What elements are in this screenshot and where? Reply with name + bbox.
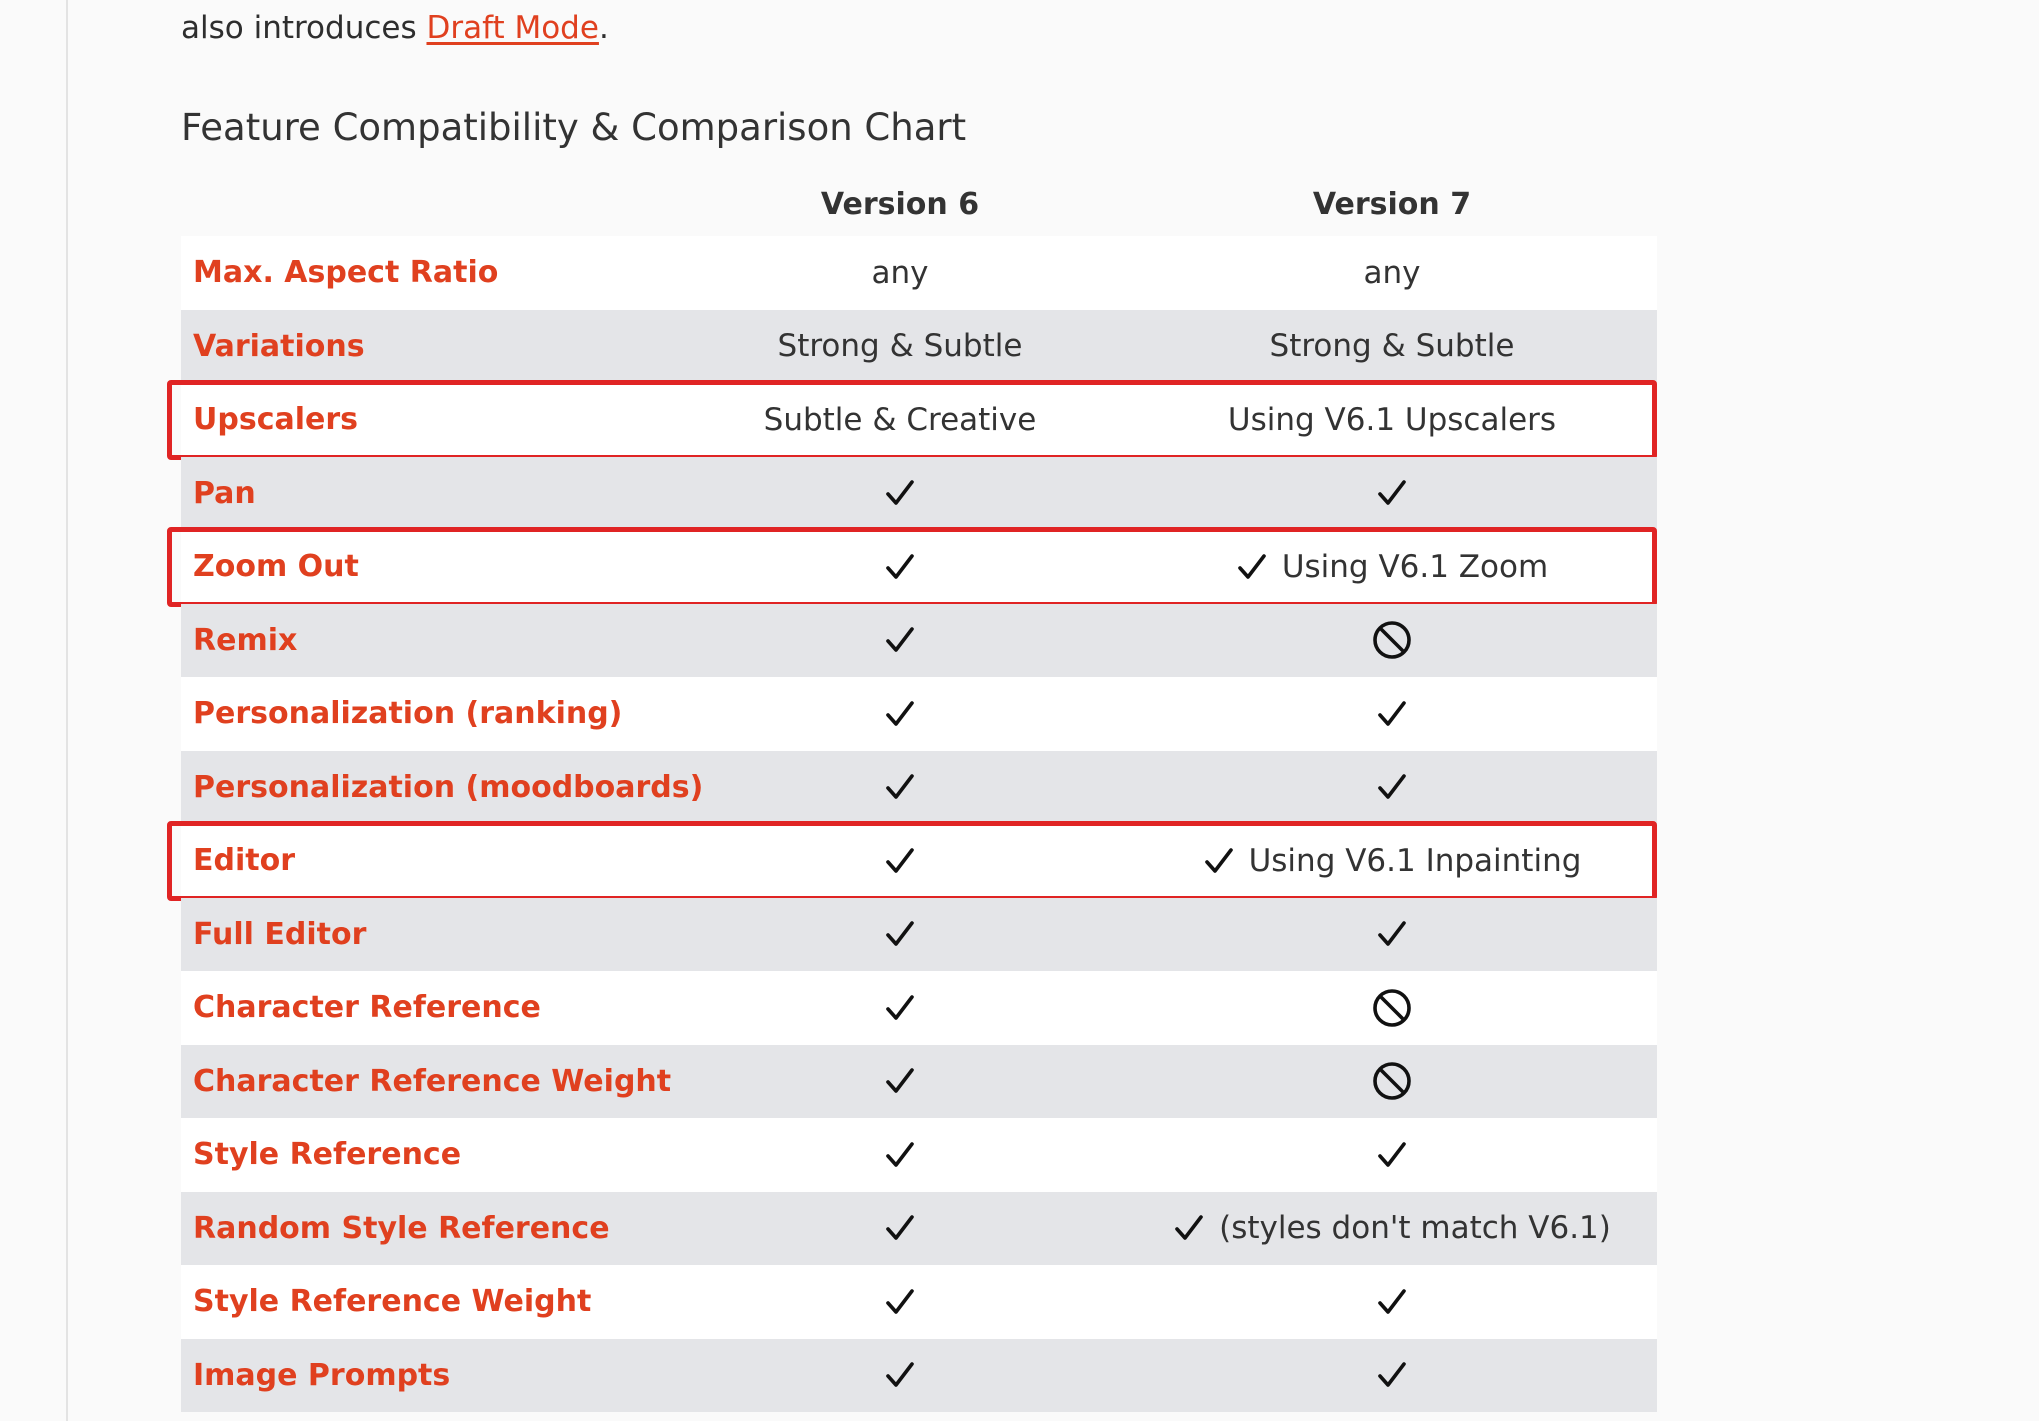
cell-v6 — [700, 1339, 1100, 1413]
checkmark-icon — [884, 845, 916, 877]
table-row — [181, 751, 1657, 825]
cell-v7 — [1192, 1339, 1592, 1413]
table-row — [181, 457, 1657, 531]
section-heading: Feature Compatibility & Comparison Chart — [181, 106, 967, 149]
checkmark-icon — [884, 771, 916, 803]
table-row — [181, 971, 1657, 1045]
feature-name: Variations — [193, 328, 365, 364]
checkmark-icon — [1376, 1359, 1408, 1391]
cell-text: any — [1363, 254, 1421, 291]
table-row — [181, 383, 1657, 457]
cell-text: Using V6.1 Zoom — [1281, 548, 1549, 585]
cell-v6 — [700, 1265, 1100, 1339]
checkmark-icon — [884, 1139, 916, 1171]
cell-v7 — [1192, 1118, 1592, 1192]
cell-v7 — [1192, 677, 1592, 751]
feature-name: Zoom Out — [193, 549, 359, 585]
table-body — [181, 236, 1657, 1412]
cell-v7 — [1192, 1045, 1592, 1119]
table-row — [181, 236, 1657, 310]
feature-name: Character Reference — [193, 990, 541, 1026]
cell-v6 — [700, 236, 1100, 310]
checkmark-icon — [1376, 771, 1408, 803]
table-row — [181, 530, 1657, 604]
cell-text: Using V6.1 Upscalers — [1227, 401, 1557, 438]
cell-v7 — [1192, 898, 1592, 972]
table-row — [181, 898, 1657, 972]
cell-v6 — [700, 310, 1100, 384]
cell-text: Strong & Subtle — [777, 328, 1023, 365]
feature-name: Remix — [193, 622, 298, 658]
table-row — [181, 824, 1657, 898]
cell-v6 — [700, 457, 1100, 531]
cell-v7 — [1192, 236, 1592, 310]
left-divider — [66, 0, 68, 1421]
cell-text: (styles don't match V6.1) — [1219, 1210, 1611, 1247]
table-row — [181, 1192, 1657, 1266]
table-header — [181, 173, 1657, 236]
cell-v6 — [700, 677, 1100, 751]
checkmark-icon — [884, 477, 916, 509]
intro-prefix: also introduces — [181, 10, 427, 46]
checkmark-icon — [884, 698, 916, 730]
cell-v7 — [1192, 751, 1592, 825]
checkmark-icon — [1376, 698, 1408, 730]
feature-name: Pan — [193, 475, 256, 511]
intro-suffix: . — [598, 10, 609, 46]
feature-name: Max. Aspect Ratio — [193, 255, 499, 291]
cell-text: Strong & Subtle — [1269, 328, 1515, 365]
cell-v6 — [700, 751, 1100, 825]
feature-name: Style Reference Weight — [193, 1284, 592, 1320]
checkmark-icon — [1236, 551, 1268, 583]
cell-v6 — [700, 898, 1100, 972]
checkmark-icon — [884, 992, 916, 1024]
checkmark-icon — [884, 1359, 916, 1391]
checkmark-icon — [1173, 1212, 1205, 1244]
table-row — [181, 310, 1657, 384]
cell-v7 — [1192, 1192, 1611, 1266]
cell-v7 — [1192, 1265, 1592, 1339]
cell-v6 — [700, 1118, 1100, 1192]
feature-name: Style Reference — [193, 1137, 462, 1173]
checkmark-icon — [884, 624, 916, 656]
checkmark-icon — [884, 918, 916, 950]
checkmark-icon — [1203, 845, 1235, 877]
cell-v7 — [1192, 824, 1592, 898]
checkmark-icon — [1376, 477, 1408, 509]
cell-v6 — [700, 1192, 1100, 1266]
table-row — [181, 677, 1657, 751]
checkmark-icon — [1376, 1286, 1408, 1318]
feature-name: Personalization (ranking) — [193, 696, 623, 732]
draft-mode-link[interactable]: Draft Mode — [426, 10, 599, 46]
feature-name: Editor — [193, 843, 295, 879]
column-header-version-6: Version 6 — [820, 187, 980, 222]
checkmark-icon — [884, 1286, 916, 1318]
checkmark-icon — [884, 551, 916, 583]
cell-v7 — [1192, 457, 1592, 531]
cell-v6 — [700, 824, 1100, 898]
feature-name: Character Reference Weight — [193, 1063, 672, 1099]
feature-name: Random Style Reference — [193, 1210, 610, 1246]
not-supported-icon — [1371, 1060, 1413, 1102]
feature-name: Personalization (moodboards) — [193, 769, 704, 805]
cell-v6 — [700, 383, 1100, 457]
checkmark-icon — [1376, 918, 1408, 950]
cell-v6 — [700, 604, 1100, 678]
not-supported-icon — [1371, 619, 1413, 661]
not-supported-icon — [1371, 987, 1413, 1029]
feature-name: Image Prompts — [193, 1357, 451, 1393]
table-row — [181, 1265, 1657, 1339]
table-row — [181, 1118, 1657, 1192]
cell-text: any — [871, 254, 929, 291]
cell-v6 — [700, 1045, 1100, 1119]
cell-v7 — [1192, 530, 1592, 604]
cell-v6 — [700, 530, 1100, 604]
cell-v7 — [1192, 383, 1592, 457]
table-row — [181, 1045, 1657, 1119]
checkmark-icon — [884, 1212, 916, 1244]
cell-text: Subtle & Creative — [763, 401, 1037, 438]
cell-text: Using V6.1 Inpainting — [1248, 842, 1582, 879]
column-header-version-7: Version 7 — [1312, 187, 1472, 222]
cell-v6 — [700, 971, 1100, 1045]
comparison-table — [181, 173, 1657, 1412]
intro-text — [181, 10, 609, 46]
table-row — [181, 604, 1657, 678]
feature-name: Upscalers — [193, 402, 358, 438]
table-row — [181, 1339, 1657, 1413]
feature-name: Full Editor — [193, 916, 367, 952]
checkmark-icon — [1376, 1139, 1408, 1171]
cell-v7 — [1192, 310, 1592, 384]
cell-v7 — [1192, 971, 1592, 1045]
cell-v7 — [1192, 604, 1592, 678]
checkmark-icon — [884, 1065, 916, 1097]
